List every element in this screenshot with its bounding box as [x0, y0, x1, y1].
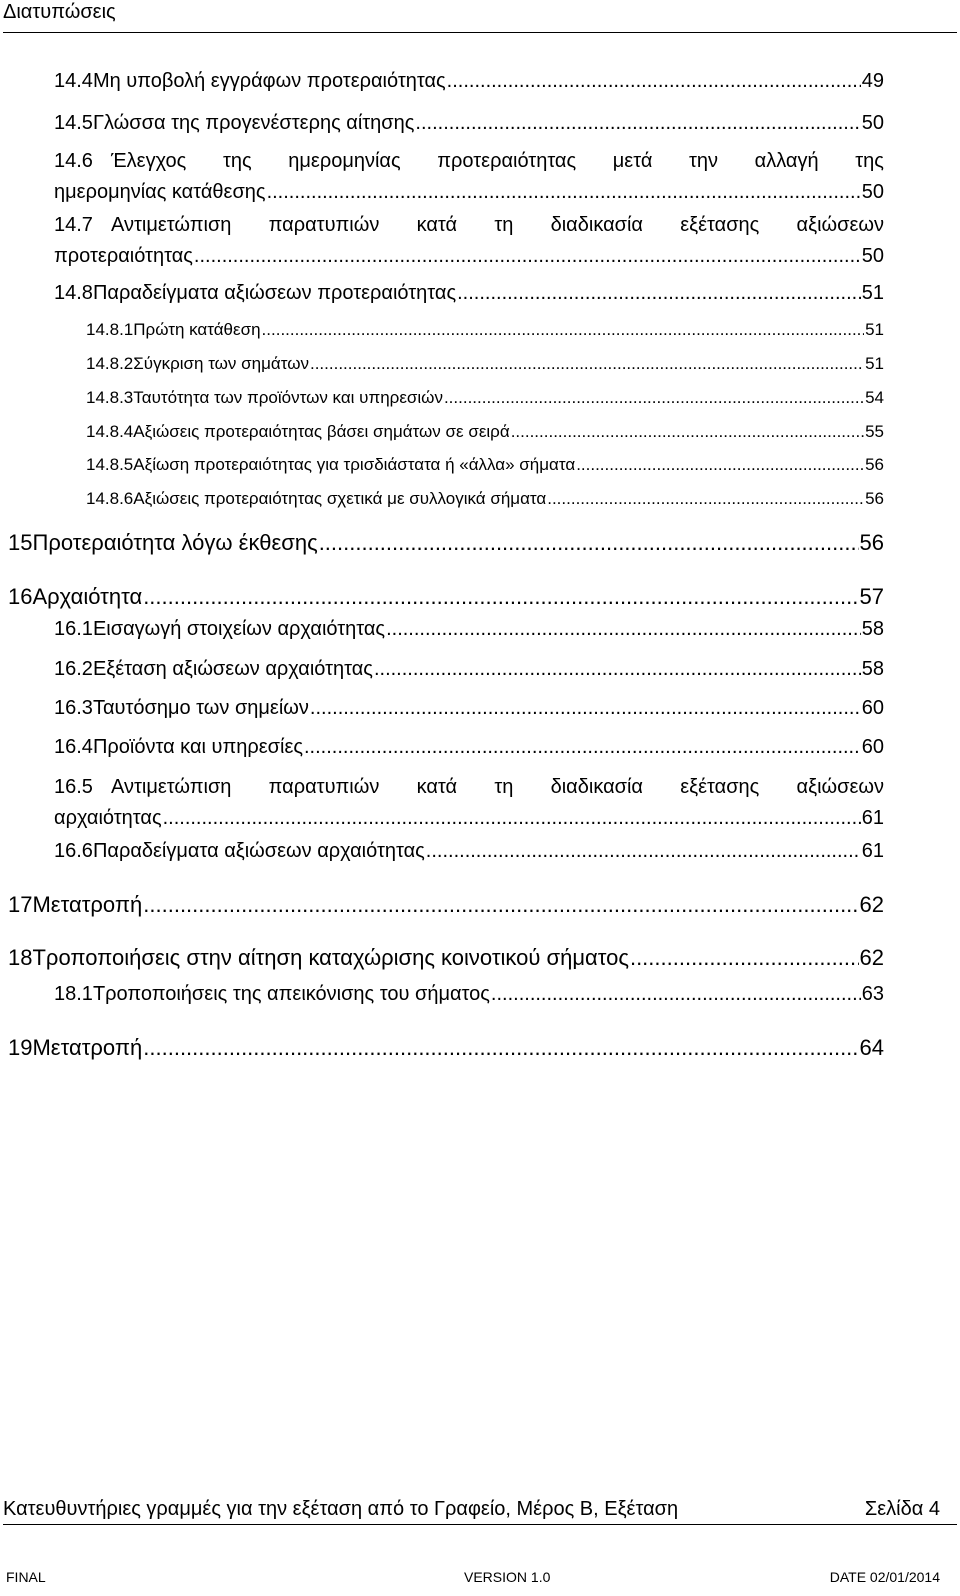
dot-leader: [143, 1035, 858, 1060]
toc-number: 14.8.6: [86, 489, 134, 508]
toc-page-number: 50: [861, 112, 884, 134]
toc-number: 14.7: [54, 214, 93, 236]
toc-number: 14.8.5: [86, 455, 134, 474]
dot-leader: [491, 983, 861, 1006]
toc-title: Τροποποιήσεις της απεικόνισης του σήματος: [92, 983, 490, 1005]
toc-page-number: 56: [865, 489, 884, 508]
toc-entry-16[interactable]: [8, 584, 884, 609]
footer-status: FINAL: [6, 1569, 46, 1585]
header-title: Διατυπώσεις: [3, 1, 116, 23]
dot-leader: [194, 245, 861, 268]
toc-number: 16.6: [54, 840, 93, 862]
toc-number: 18.1: [54, 983, 93, 1005]
dot-leader: [163, 807, 861, 830]
toc-title: Μετατροπή: [32, 1035, 143, 1060]
dot-leader: [457, 282, 861, 305]
toc-title-word: Έλεγχος: [111, 150, 187, 172]
toc-title-word: αλλαγή: [754, 150, 819, 172]
toc-title: Πρώτη κατάθεση: [133, 320, 261, 339]
toc-page-number: 54: [865, 388, 884, 407]
toc-title-word: αξιώσεων: [796, 776, 884, 798]
toc-title: Προτεραιότητα λόγω έκθεσης: [32, 530, 318, 555]
toc-page-number: 50: [861, 181, 884, 203]
toc-page-number: 64: [859, 1035, 884, 1060]
toc-page-number: 61: [861, 807, 884, 829]
toc-title-word: της: [855, 150, 884, 172]
toc-number: 14.8.1: [86, 320, 134, 339]
toc-title: Γλώσσα της προγενέστερης αίτησης: [92, 112, 415, 134]
toc-title-word: εξέτασης: [680, 214, 760, 236]
footer-date: DATE 02/01/2014: [829, 1569, 940, 1585]
toc-title-word: τη: [494, 214, 514, 236]
toc-number: 16.1: [54, 618, 93, 640]
toc-page-number: 61: [861, 840, 884, 862]
toc-title: Προϊόντα και υπηρεσίες: [92, 736, 303, 758]
toc-entry-14-8-2[interactable]: [86, 354, 884, 374]
toc-title: Μη υποβολή εγγράφων προτεραιότητας: [92, 70, 446, 92]
toc-entry-14-8-1[interactable]: [86, 320, 884, 340]
toc-page-number: 56: [865, 455, 884, 474]
toc-number: 15: [8, 530, 33, 555]
toc-title-continued: προτεραιότητας: [54, 245, 193, 267]
dot-leader: [386, 618, 861, 641]
toc-title-word: τη: [494, 776, 514, 798]
page-footer: [0, 1492, 960, 1596]
toc-number: 19: [8, 1035, 33, 1060]
toc-entry-14-8-5[interactable]: [86, 455, 884, 475]
footer-divider: [3, 1524, 957, 1525]
toc-number: 14.8.4: [86, 422, 134, 441]
toc-entry-19[interactable]: [8, 1035, 884, 1060]
toc-page-number: 63: [861, 983, 884, 1005]
toc-title-word: προτεραιότητας: [437, 150, 577, 172]
toc-title-word: κατά: [416, 214, 458, 236]
toc-title-word: την: [689, 150, 719, 172]
toc-number: 16.2: [54, 658, 93, 680]
toc-entry-14-8-4[interactable]: [86, 422, 884, 442]
toc-entry-15[interactable]: [8, 530, 884, 555]
dot-leader: [262, 320, 865, 340]
toc-title-word: παρατυπιών: [268, 776, 380, 798]
toc-entry-14-8[interactable]: [54, 282, 884, 305]
toc-title: Σύγκριση των σημάτων: [133, 354, 309, 373]
toc-page-number: 60: [861, 736, 884, 758]
dot-leader: [426, 840, 861, 863]
toc-title-word: Αντιμετώπιση: [111, 776, 232, 798]
dot-leader: [310, 354, 864, 374]
dot-leader: [447, 70, 861, 93]
toc-title: Παραδείγματα αξιώσεων αρχαιότητας: [92, 840, 425, 862]
toc-title: Ταυτότητα των προϊόντων και υπηρεσιών: [133, 388, 443, 407]
toc-title-word: διαδικασία: [550, 214, 643, 236]
toc-entry-14-6[interactable]: [54, 150, 884, 204]
toc-title: Αξίωση προτεραιότητας για τρισδιάστατα ή «άλλα» σήματα: [133, 455, 576, 474]
toc-title-word: διαδικασία: [550, 776, 643, 798]
toc-title-continued: ημερομηνίας κατάθεσης: [54, 181, 266, 203]
toc-number: 14.6: [54, 150, 93, 172]
toc-page-number: 50: [861, 245, 884, 267]
toc-title: Τροποποιήσεις στην αίτηση καταχώρισης κοινοτικού σήματος: [32, 945, 629, 970]
dot-leader: [143, 892, 858, 917]
toc-entry-16-3[interactable]: [54, 697, 884, 720]
toc-title: Παραδείγματα αξιώσεων προτεραιότητας: [92, 282, 457, 304]
toc-title-word: της: [222, 150, 252, 172]
dot-leader: [415, 112, 860, 135]
toc-entry-14-7[interactable]: [54, 214, 884, 268]
toc-page-number: 58: [861, 618, 884, 640]
dot-leader: [143, 584, 858, 609]
toc-number: 14.4: [54, 70, 93, 92]
toc-entry-14-8-3[interactable]: [86, 388, 884, 408]
toc-entry-16-1[interactable]: [54, 618, 884, 641]
toc-entry-17[interactable]: [8, 892, 884, 917]
toc-number: 16: [8, 584, 33, 609]
toc-title-word: εξέτασης: [680, 776, 760, 798]
toc-page-number: 62: [859, 945, 884, 970]
toc-entry-14-5[interactable]: [54, 112, 884, 135]
toc-page-number: 58: [861, 658, 884, 680]
toc-title: Αξιώσεις προτεραιότητας σχετικά με συλλογικά σήματα: [133, 489, 547, 508]
toc-number: 16.4: [54, 736, 93, 758]
toc-number: 18: [8, 945, 33, 970]
dot-leader: [267, 181, 861, 204]
dot-leader: [547, 489, 864, 509]
toc-page-number: 62: [859, 892, 884, 917]
dot-leader: [310, 697, 861, 720]
toc-entry-14-4[interactable]: [54, 70, 884, 93]
toc-number: 14.8.2: [86, 354, 134, 373]
toc-entry-14-8-6[interactable]: [86, 489, 884, 509]
toc-page-number: 49: [861, 70, 884, 92]
toc-page-number: 55: [865, 422, 884, 441]
footer-version: VERSION 1.0: [464, 1569, 551, 1585]
toc-title-word: μετά: [612, 150, 653, 172]
toc-title: Εισαγωγή στοιχείων αρχαιότητας: [92, 618, 386, 640]
toc-number: 16.5: [54, 776, 93, 798]
toc-number: 14.8: [54, 282, 93, 304]
footer-page-label: Σελίδα 4: [864, 1498, 940, 1520]
toc-title-word: Αντιμετώπιση: [111, 214, 232, 236]
toc-entry-16-4[interactable]: [54, 736, 884, 759]
dot-leader: [444, 388, 864, 408]
toc-number: 14.8.3: [86, 388, 134, 407]
toc-entry-18[interactable]: [8, 945, 884, 970]
toc-entry-16-6[interactable]: [54, 840, 884, 863]
toc-title-word: ημερομηνίας: [288, 150, 401, 172]
toc-page-number: 57: [859, 584, 884, 609]
toc-title-continued: αρχαιότητας: [54, 807, 162, 829]
toc-title: Μετατροπή: [32, 892, 143, 917]
dot-leader: [511, 422, 864, 442]
toc-title-word: κατά: [416, 776, 458, 798]
dot-leader: [319, 530, 859, 555]
toc-page-number: 51: [865, 320, 884, 339]
toc-page-number: 56: [859, 530, 884, 555]
dot-leader: [374, 658, 861, 681]
dot-leader: [630, 945, 859, 970]
toc-number: 17: [8, 892, 33, 917]
dot-leader: [304, 736, 861, 759]
toc-page-number: 51: [861, 282, 884, 304]
toc-title: Αξιώσεις προτεραιότητας βάσει σημάτων σε σειρά: [133, 422, 510, 441]
toc-title: Εξέταση αξιώσεων αρχαιότητας: [92, 658, 373, 680]
toc-title: Αρχαιότητα: [32, 584, 143, 609]
toc-entry-16-2[interactable]: [54, 658, 884, 681]
toc-page-number: 60: [861, 697, 884, 719]
dot-leader: [576, 455, 864, 475]
toc-entry-18-1[interactable]: [54, 983, 884, 1006]
toc-page-number: 51: [865, 354, 884, 373]
toc-number: 14.5: [54, 112, 93, 134]
footer-document-title: Κατευθυντήριες γραμμές για την εξέταση από το Γραφείο, Μέρος Β, Εξέταση: [3, 1498, 679, 1520]
toc-number: 16.3: [54, 697, 93, 719]
toc-entry-16-5[interactable]: [54, 776, 884, 830]
toc-title-word: αξιώσεων: [796, 214, 884, 236]
toc-title-word: παρατυπιών: [268, 214, 380, 236]
toc-title: Ταυτόσημο των σημείων: [92, 697, 309, 719]
